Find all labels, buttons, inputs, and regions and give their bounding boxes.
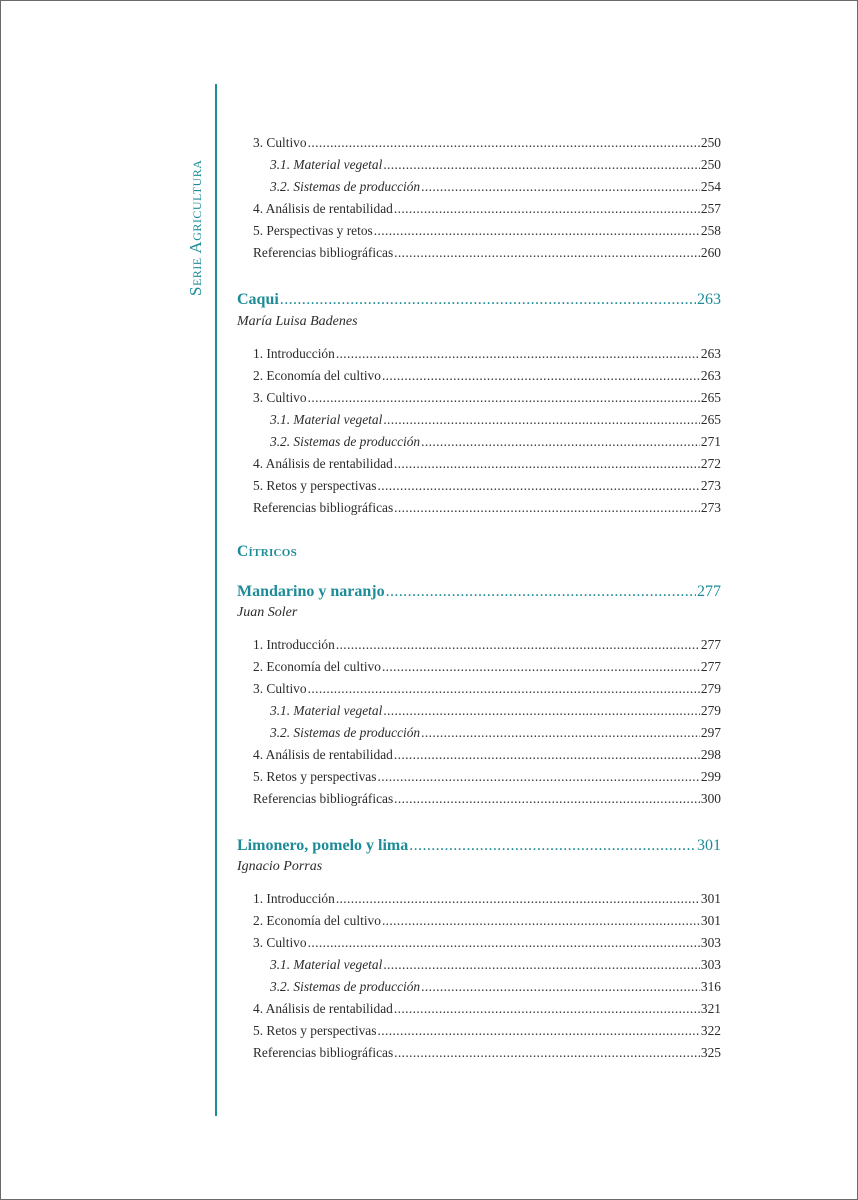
toc-entry[interactable]: 2. Economía del cultivo ..... 301 [253, 911, 721, 931]
chapter-author: Juan Soler [237, 605, 298, 620]
toc-entry[interactable]: Referencias bibliográficas ..... 325 [253, 1043, 721, 1063]
toc-entry[interactable]: 3. Cultivo ..... 265 [253, 388, 721, 408]
toc-entry[interactable]: 3.1. Material vegetal ..... 303 [270, 955, 721, 975]
toc-entry[interactable]: Referencias bibliográficas ..... 300 [253, 789, 721, 809]
chapter-author: Ignacio Porras [237, 859, 323, 874]
toc-entry[interactable]: 3. Cultivo ..... 303 [253, 933, 721, 953]
toc-entry[interactable]: 4. Análisis de rentabilidad ..... 321 [253, 999, 721, 1019]
toc-entry[interactable]: 1. Introducción ..... 263 [253, 344, 721, 364]
toc-entry[interactable]: 3.2. Sistemas de producción ..... 271 [270, 432, 721, 452]
toc-entry[interactable]: 2. Economía del cultivo ..... 263 [253, 366, 721, 386]
toc-entry[interactable]: 3.1. Material vegetal ..... 250 [270, 155, 721, 175]
chapter-caqui[interactable]: Caqui ..... 263 [237, 289, 721, 311]
toc-entry[interactable]: 3.2. Sistemas de producción ..... 297 [270, 723, 721, 743]
toc-entry[interactable]: 3.2. Sistemas de producción ..... 254 [270, 177, 721, 197]
toc-entry[interactable]: 3. Cultivo ..... 279 [253, 679, 721, 699]
toc-entry[interactable]: 2. Economía del cultivo ..... 277 [253, 657, 721, 677]
toc-entry[interactable]: Referencias bibliográficas ..... 260 [253, 243, 721, 263]
chapter-mandarino[interactable]: Mandarino y naranjo ..... 277 [237, 581, 721, 603]
toc-entry[interactable]: 1. Introducción ..... 301 [253, 889, 721, 909]
toc-entry[interactable]: Referencias bibliográficas ..... 273 [253, 498, 721, 518]
chapter-author: María Luisa Badenes [237, 314, 358, 329]
toc-entry[interactable]: 4. Análisis de rentabilidad ..... 272 [253, 454, 721, 474]
toc-entry[interactable]: 5. Retos y perspectivas ..... 299 [253, 767, 721, 787]
toc-entry[interactable]: 5. Retos y perspectivas ..... 322 [253, 1021, 721, 1041]
toc-entry[interactable]: 3. Cultivo ..... 250 [253, 133, 721, 153]
series-label: Serie Agricultura [186, 159, 205, 296]
toc-entry[interactable]: 3.2. Sistemas de producción ..... 316 [270, 977, 721, 997]
toc-entry[interactable]: 1. Introducción ..... 277 [253, 635, 721, 655]
toc-entry[interactable]: 4. Análisis de rentabilidad ..... 257 [253, 199, 721, 219]
toc-entry[interactable]: 3.1. Material vegetal ..... 265 [270, 410, 721, 430]
toc-entry[interactable]: 4. Análisis de rentabilidad ..... 298 [253, 745, 721, 765]
toc-entry[interactable]: 5. Retos y perspectivas ..... 273 [253, 476, 721, 496]
toc-entry[interactable]: 5. Perspectivas y retos ..... 258 [253, 221, 721, 241]
chapter-limonero[interactable]: Limonero, pomelo y lima ..... 301 [237, 835, 721, 857]
toc-entry[interactable]: 3.1. Material vegetal ..... 279 [270, 701, 721, 721]
section-heading: Cítricos [237, 543, 298, 560]
